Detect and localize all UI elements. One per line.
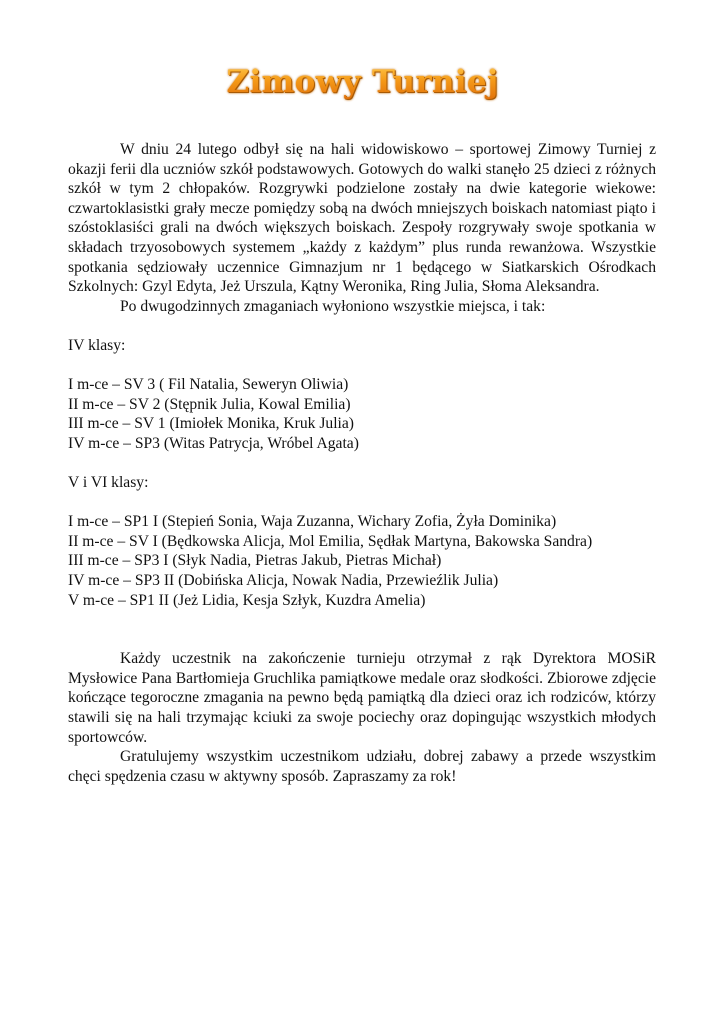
spacer	[68, 316, 656, 336]
category-iv-label: IV klasy:	[68, 336, 126, 354]
result-line: I m-ce – SP1 I (Stepień Sonia, Waja Zuzanna, Wichary Zofia, Żyła Dominika)	[68, 513, 557, 531]
page-title: Zimowy Turniej	[0, 64, 725, 100]
category-iv-results	[68, 375, 656, 453]
intro-paragraph: W dniu 24 lutego odbył się na hali widowiskowo – sportowej Zimowy Turniej z okazji ferii dla uczniów szkół podstawowych. Gotowych do walki stanęło 25 dzieci z różnych szkół w tym 2 chłopaków. Rozgrywki podzielone zostały na dwie kategorie wiekowe: czwartoklasistki grały mecze pomiędzy sobą na dwóch mniejszych boiskach natomiast piąto i szóstoklasiści grali na dwóch większych boiskach. Zespoły rozgrywały swoje spotkania w składach trzyosobowych systemem „każdy z każdym” plus runda rewanżowa. Wszystkie spotkania sędziowały uczennice Gimnazjum nr 1 będącego w Siatkarskich Ośrodkach Szkolnych: Gzyl Edyta, Jeż Urszula, Kątny Weronika, Ring Julia, Słoma Aleksandra.	[68, 141, 656, 296]
category-v-vi-label: V i VI klasy:	[68, 474, 149, 492]
spacer	[68, 610, 656, 649]
spacer	[68, 454, 656, 474]
result-line: IV m-ce – SP3 (Witas Patrycja, Wróbel Agata)	[68, 434, 359, 452]
result-line: IV m-ce – SP3 II (Dobińska Alicja, Nowak Nadia, Przewieźlik Julia)	[68, 572, 499, 590]
results-intro: Po dwugodzinnych zmaganiach wyłoniono wszystkie miejsca, i tak:	[120, 297, 546, 315]
result-line: II m-ce – SV 2 (Stępnik Julia, Kowal Emilia)	[68, 395, 351, 413]
article-body	[68, 140, 656, 786]
result-line: III m-ce – SP3 I (Słyk Nadia, Pietras Jakub, Pietras Michał)	[68, 552, 442, 570]
result-line: I m-ce – SV 3 ( Fil Natalia, Seweryn Oliwia)	[68, 376, 349, 394]
result-line: V m-ce – SP1 II (Jeż Lidia, Kesja Szłyk, Kuzdra Amelia)	[68, 591, 426, 609]
farewell-paragraph: Gratulujemy wszystkim uczestnikom udziału, dobrej zabawy a przede wszystkim chęci spędzenia czasu w aktywny sposób. Zapraszamy za rok!	[68, 748, 656, 785]
spacer	[68, 493, 656, 513]
category-v-vi-results	[68, 512, 656, 610]
spacer	[68, 356, 656, 376]
result-line: II m-ce – SV I (Będkowska Alicja, Mol Emilia, Sędłak Martyna, Bakowska Sandra)	[68, 532, 593, 550]
result-line: III m-ce – SV 1 (Imiołek Monika, Kruk Julia)	[68, 415, 354, 433]
closing-paragraph: Każdy uczestnik na zakończenie turnieju otrzymał z rąk Dyrektora MOSiR Mysłowice Pana Bartłomieja Gruchlika pamiątkowe medale oraz słodkości. Zbiorowe zdjęcie kończące tegoroczne zmagania na pewno będą pamiątką dla dzieci oraz ich rodziców, którzy stawili się na hali trzymając kciuki za swoje pociechy oraz dopingując wszystkich młodych sportowców.	[68, 650, 656, 746]
